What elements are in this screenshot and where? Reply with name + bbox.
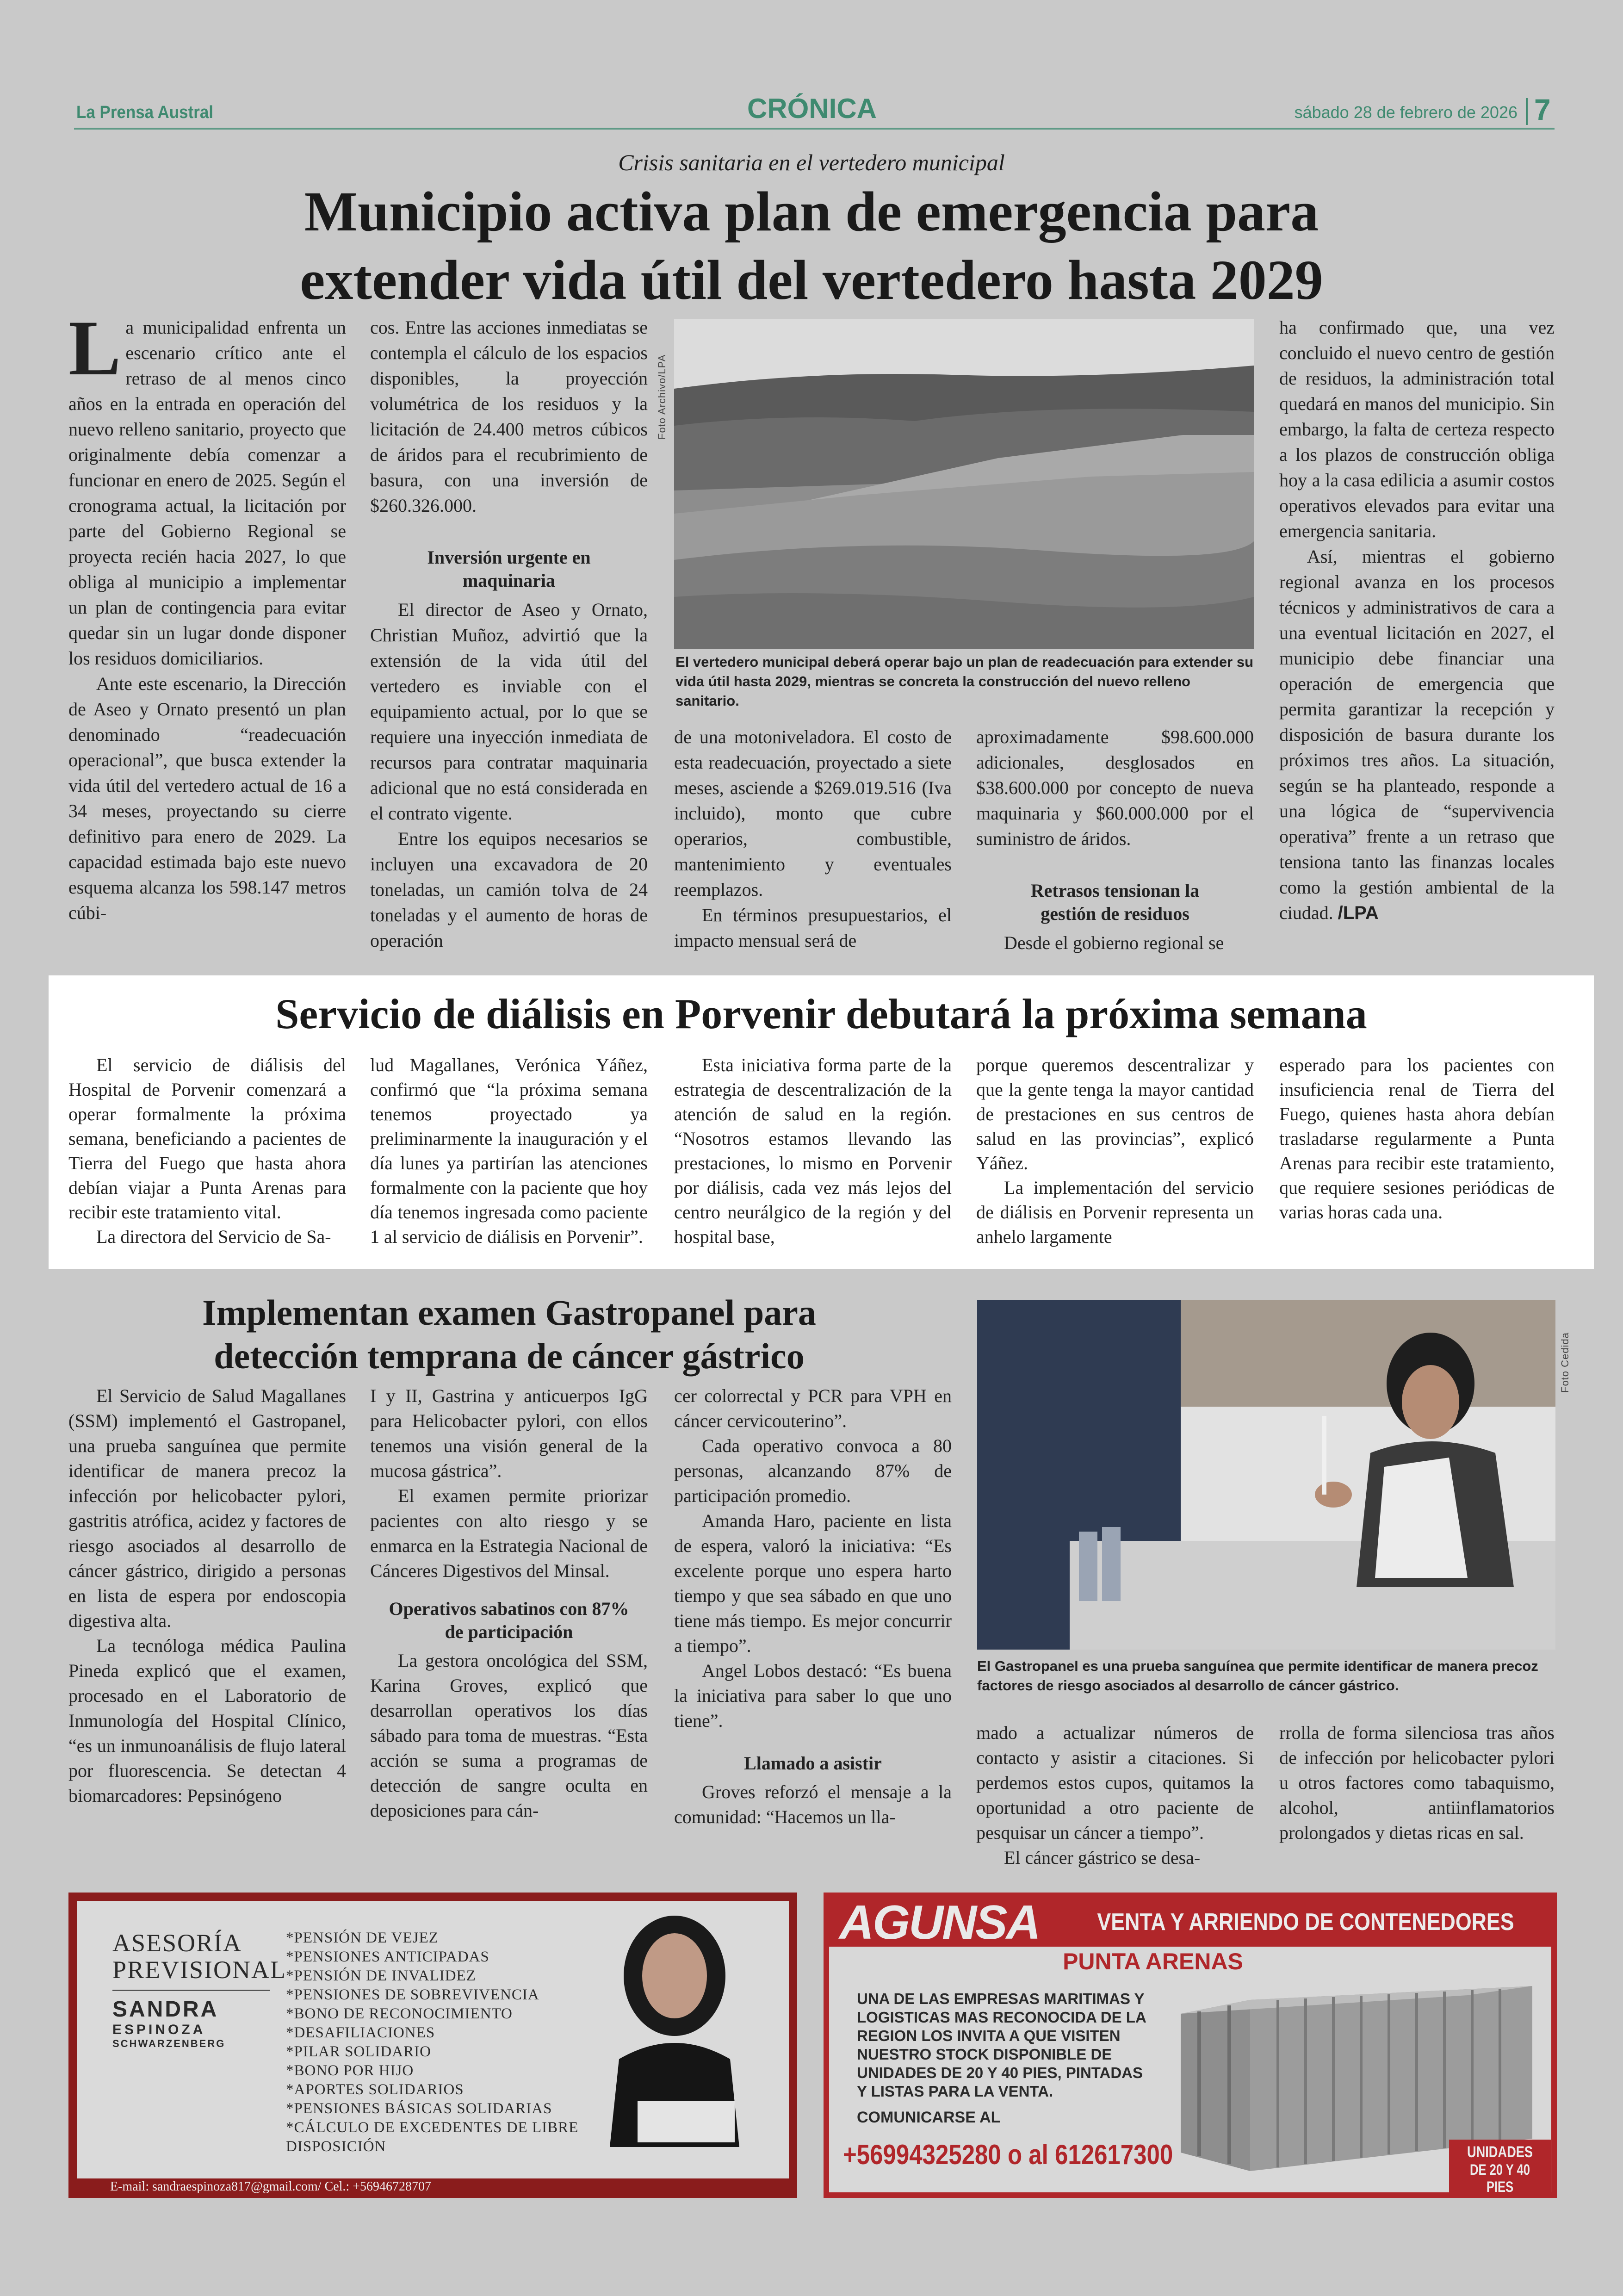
advisor-first-name: SANDRA — [112, 1997, 219, 2022]
article2-column-1 — [68, 1053, 346, 1249]
advisor-name — [112, 1997, 225, 2050]
page-number: 7 — [1534, 93, 1551, 126]
paragraph: mado a actualizar números de contacto y asistir a citaciones. Si perdemos estos cupos, quitamos la oportunidad a otro paciente de pesquisar un cáncer a tiempo”. — [976, 1722, 1254, 1843]
photo-credit: Foto Archivo/LPA — [656, 354, 668, 440]
newspaper-name: La Prensa Austral — [76, 103, 213, 122]
article1-column-4 — [976, 724, 1254, 956]
article1-kicker: Crisis sanitaria en el vertedero municipal — [618, 149, 1005, 175]
service-item: * PILAR SOLIDARIO — [286, 2042, 656, 2061]
badge-line-1: UNIDADES — [1467, 2143, 1533, 2161]
paragraph: En términos presupuestarios, el impacto mensual será de — [674, 905, 952, 951]
paragraph: El Servicio de Salud Magallanes (SSM) implementó el Gastropanel, una prueba sanguínea que permite identificar de manera precoz la infección por helicobacter pylori, gastritis atrófica, acidez y factores de riesgo asociados al desarrollo de cáncer gástrico, dirigido a personas en lista de espera por endoscopia digestiva alta. — [68, 1385, 346, 1631]
agunsa-city: PUNTA ARENAS — [1063, 1948, 1243, 1974]
paragraph: El director de Aseo y Ornato, Christian Muñoz, advirtió que la extensión de la vida útil del vertedero es inviable con el equipamiento actual, por lo que se requiere una inyección inmediata de recursos para contratar maquinaria adicional que no está considerada en el contrato vigente. — [370, 599, 648, 824]
page-number-divider — [1526, 98, 1528, 125]
advisor-photo — [582, 1906, 767, 2147]
article2-column-3 — [674, 1053, 952, 1249]
article3-column-5 — [1279, 1720, 1555, 1845]
paragraph: La tecnóloga médica Paulina Pineda explicó que el examen, procesado en el Laboratorio de Inmunología del Hospital Clínico, “es un inmunoanálisis de flujo lateral por fluorescencia. Se detectan 4 biomarcadores: Pepsinógeno — [68, 1635, 346, 1806]
article-signature: /LPA — [1338, 903, 1379, 923]
paragraph: aproximadamente $98.600.000 adicionales, desglosados en $38.600.000 por concepto de nueva maquinaria y $60.000.000 por el suministro de áridos. — [976, 726, 1254, 849]
dropcap: L — [68, 304, 121, 391]
paragraph: de una motoniveladora. El costo de esta readecuación, proyectado a siete meses, asciende a $269.019.516 (Iva incluido), monto que cubre operarios, combustible, mantenimiento y eventuales reemplazos. — [674, 726, 952, 900]
headline-line-1: Municipio activa plan de emergencia para — [304, 180, 1319, 243]
article2-column-4 — [976, 1053, 1254, 1249]
ad-agunsa — [824, 1893, 1557, 2198]
article3-column-1 — [68, 1384, 346, 1808]
headline-line-2: extender vida útil del vertedero hasta 2029 — [300, 249, 1323, 311]
article1-column-5 — [1279, 315, 1555, 926]
headline-line-1: Implementan examen Gastropanel para — [202, 1292, 816, 1333]
paragraph: I y II, Gastrina y anticuerpos IgG para Helicobacter pylori, con ellos tenemos una visión general de la mucosa gástrica”. — [370, 1385, 648, 1481]
subheading-retrasos: Retrasos tensionan la gestión de residuos — [1030, 880, 1200, 924]
article2-column-2 — [370, 1053, 648, 1249]
agunsa-body: UNA DE LAS EMPRESAS MARITIMAS Y LOGISTICAS MAS RECONOCIDA DE LA REGION LOS INVITA A QUE VISITEN NUESTRO STOCK DISPONIBLE DE UNIDADES DE 20 Y 40 PIES, PINTADAS Y LISTAS PARA LA VENTA. — [857, 1990, 1146, 2100]
lab-image — [977, 1300, 1555, 1650]
article1-column-1 — [68, 304, 346, 925]
ad-asesoria-previsional — [68, 1893, 797, 2198]
article1-column-2 — [370, 315, 648, 953]
service-item: * CÁLCULO DE EXCEDENTES DE LIBRE DISPOSICIÓN — [286, 2118, 656, 2156]
paragraph: Groves reforzó el mensaje a la comunidad: “Hacemos un lla- — [674, 1781, 952, 1827]
article2-column-5 — [1279, 1053, 1555, 1224]
article3-column-2 — [370, 1384, 648, 1823]
article1-column-3 — [674, 724, 952, 953]
paragraph: Amanda Haro, paciente en lista de espera, valoró la iniciativa: “Es excelente porque uno espera harto tiempo y que sea sábado en que uno tiene más tiempo. Es mejor concurrir a tiempo”. — [674, 1510, 952, 1656]
paragraph: lud Magallanes, Verónica Yáñez, confirmó que “la próxima semana tenemos proyectado ya preliminarmente la inauguración y el día lunes ya partirían las atenciones formalmente con la paciente que hoy día tenemos ingresada como paciente 1 al servicio de diálisis en Porvenir”. — [370, 1055, 648, 1247]
advisor-portrait — [582, 1906, 767, 2147]
paragraph: porque queremos descentralizar y que la gente tenga la mayor cantidad de prestaciones en sus centros de salud en las provincias”, explicó Yáñez. — [976, 1055, 1254, 1173]
paragraph: Desde el gobierno regional se — [1004, 932, 1224, 953]
article3-column-4 — [976, 1720, 1254, 1870]
service-item: * PENSIÓN DE VEJEZ — [286, 1929, 656, 1948]
badge-line-2: DE 20 Y 40 PIES — [1470, 2161, 1530, 2195]
agunsa-badge-text — [1459, 2143, 1541, 2196]
article1-lead-paragraph: La municipalidad enfrenta un escenario crítico ante el retraso de al menos cinco años en la entrada en operación del nuevo relleno sanitario, proyecto que originalmente debía comenzar a funcionar en enero de 2025. Según el cronograma actual, la licitación por parte del Gobierno Regional se proyecta recién hacia 2027, lo que obliga al municipio a implementar un plan de contingencia para evitar quedar sin un lugar donde disponer los residuos domiciliarios. — [68, 304, 346, 669]
paragraph: La gestora oncológica del SSM, Karina Groves, explicó que desarrollan operativos los días sábado para toma de muestras. “Esta acción se suma a programas de detección de sangre oculta en deposiciones para cán- — [370, 1650, 648, 1821]
paragraph: La implementación del servicio de diálisis en Porvenir representa un anhelo largamente — [976, 1177, 1254, 1247]
service-item: * DESAFILIACIONES — [286, 2023, 656, 2042]
landfill-image — [674, 319, 1254, 649]
landfill-photo — [674, 319, 1254, 649]
ad-title-line-2: PREVISIONAL — [112, 1956, 287, 1984]
agunsa-cta: COMUNICARSE AL — [857, 2109, 1001, 2126]
service-item: * PENSIÓN DE INVALIDEZ — [286, 1967, 656, 1986]
paragraph: La directora del Servicio de Sa- — [96, 1226, 331, 1247]
paragraph: Angel Lobos destacó: “Es buena la iniciativa para saber lo que uno tiene”. — [674, 1660, 952, 1731]
agunsa-phone: +56994325280 o al 612617300 — [843, 2139, 1173, 2170]
advisor-last-name-2: SCHWARZENBERG — [112, 2038, 226, 2049]
subheading-operativos: Operativos sabatinos con 87% de participación — [389, 1598, 629, 1642]
paragraph: El cáncer gástrico se desa- — [1004, 1847, 1201, 1868]
article2-headline: Servicio de diálisis en Porvenir debutará la próxima semana — [275, 990, 1367, 1037]
paragraph: Entre los equipos necesarios se incluyen una excavadora de 20 toneladas, un camión tolva de 24 toneladas y el aumento de horas de operación — [370, 828, 648, 951]
headline-line-2: detección temprana de cáncer gástrico — [214, 1336, 805, 1376]
agunsa-logo: AGUNSA — [839, 1896, 1040, 1949]
photo-credit: Foto Cedida — [1559, 1332, 1571, 1393]
service-item: * BONO POR HIJO — [286, 2061, 656, 2080]
paragraph: Ante este escenario, la Dirección de Aseo y Ornato presentó un plan denominado “readecuación operacional”, que busca extender la vida útil del vertedero actual de 16 a 34 meses, proyectando su cierre definitivo para enero de 2029. La capacidad estimada bajo este nuevo esquema alcanza los 598.147 metros cúbi- — [68, 673, 346, 923]
lab-photo-caption: El Gastropanel es una prueba sanguínea que permite identificar de manera precoz factores de riesgo asociados al desarrollo de cáncer gástrico. — [977, 1658, 1538, 1694]
header-rule — [74, 128, 1555, 130]
ad-title-underline — [112, 1990, 270, 1991]
article1-headline — [93, 178, 1530, 315]
subheading-llamado: Llamado a asistir — [744, 1753, 882, 1774]
paragraph: Esta iniciativa forma parte de la estrategia de descentralización de la atención de salud en la región. “Nosotros estamos llevando las prestaciones, lo mismo en Porvenir por diálisis, cada vez más lejos del centro neurálgico de la región y del hospital base, — [674, 1055, 952, 1247]
paragraph: rrolla de forma silenciosa tras años de infección por helicobacter pylori u otros factores como tabaquismo, alcohol, antiinflamatorios prolongados y dietas ricas en sal. — [1279, 1722, 1555, 1843]
ad-title — [112, 1930, 286, 1983]
service-item: * PENSIONES BÁSICAS SOLIDARIAS — [286, 2099, 656, 2118]
subheading-inversion: Inversión urgente en maquinaria — [427, 547, 591, 591]
paragraph: cer colorrectal y PCR para VPH en cáncer cervicouterino”. — [674, 1385, 952, 1431]
paragraph: cos. Entre las acciones inmediatas se contempla el cálculo de los espacios disponibles, la proyección volumétrica de los residuos y la licitación de 24.400 metros cúbicos de áridos para el recubrimiento de basura, con una inversión de $260.326.000. — [370, 317, 648, 516]
service-item: * PENSIONES DE SOBREVIVENCIA — [286, 1986, 656, 2004]
article3-headline — [68, 1291, 950, 1378]
service-item: * PENSIONES ANTICIPADAS — [286, 1948, 656, 1967]
ad-title-line-1: ASESORÍA — [112, 1929, 242, 1957]
paragraph: El servicio de diálisis del Hospital de Porvenir comenzará a operar formalmente la próxima semana, beneficiando a pacientes de Tierra del Fuego que hasta ahora debían viajar a Punta Arenas para recibir este tratamiento vital. — [68, 1055, 346, 1222]
service-item: * APORTES SOLIDARIOS — [286, 2080, 656, 2099]
lab-photo — [977, 1300, 1555, 1650]
paragraph: esperado para los pacientes con insuficiencia renal de Tierra del Fuego, quienes hasta ahora debían trasladarse regularmente a Punta Arenas para recibir este tratamiento, que requiere sesiones periódicas de varias horas cada una. — [1279, 1055, 1555, 1222]
article3-column-3 — [674, 1384, 952, 1830]
ad-contact: E-mail: sandraespinoza817@gmail.com/ Cel.: +56946728707 — [110, 2179, 431, 2194]
landfill-photo-caption: El vertedero municipal deberá operar bajo un plan de readecuación para extender su vida útil hasta 2029, mientras se concreta la construcción del nuevo relleno sanitario. — [675, 654, 1254, 709]
paragraph: El examen permite priorizar pacientes con alto riesgo y se enmarca en la Estrategia Nacional de Cánceres Digestivos del Minsal. — [370, 1485, 648, 1581]
advisor-last-name-1: ESPINOZA — [112, 2022, 206, 2037]
paragraph: Así, mientras el gobierno regional avanza en los procesos técnicos y administrativos de cara a una eventual licitación en 2027, el municipio debe financiar una operación de emergencia que permita garantizar la recepción y disposición de basura durante los próximos tres años. La situación, según se ha planteado, responde a una lógica de “supervivencia operativa” frente a un retraso que tensiona tanto las finanzas locales como la gestión ambiental de la ciudad. /LPA — [1279, 546, 1555, 923]
agunsa-banner-text: VENTA Y ARRIENDO DE CONTENEDORES — [1097, 1909, 1514, 1936]
service-item: * BONO DE RECONOCIMIENTO — [286, 2004, 656, 2023]
issue-date: sábado 28 de febrero de 2026 — [1294, 103, 1518, 122]
section-title: CRÓNICA — [747, 93, 877, 124]
paragraph: Cada operativo convoca a 80 personas, alcanzando 87% de participación promedio. — [674, 1435, 952, 1506]
paragraph: ha confirmado que, una vez concluido el nuevo centro de gestión de residuos, la administración total quedará en manos del municipio. Sin embargo, la falta de certeza respecto a los plazos de construcción obliga hoy a la casa edilicia a asumir costos operativos elevados para evitar una emergencia sanitaria. — [1279, 317, 1555, 541]
